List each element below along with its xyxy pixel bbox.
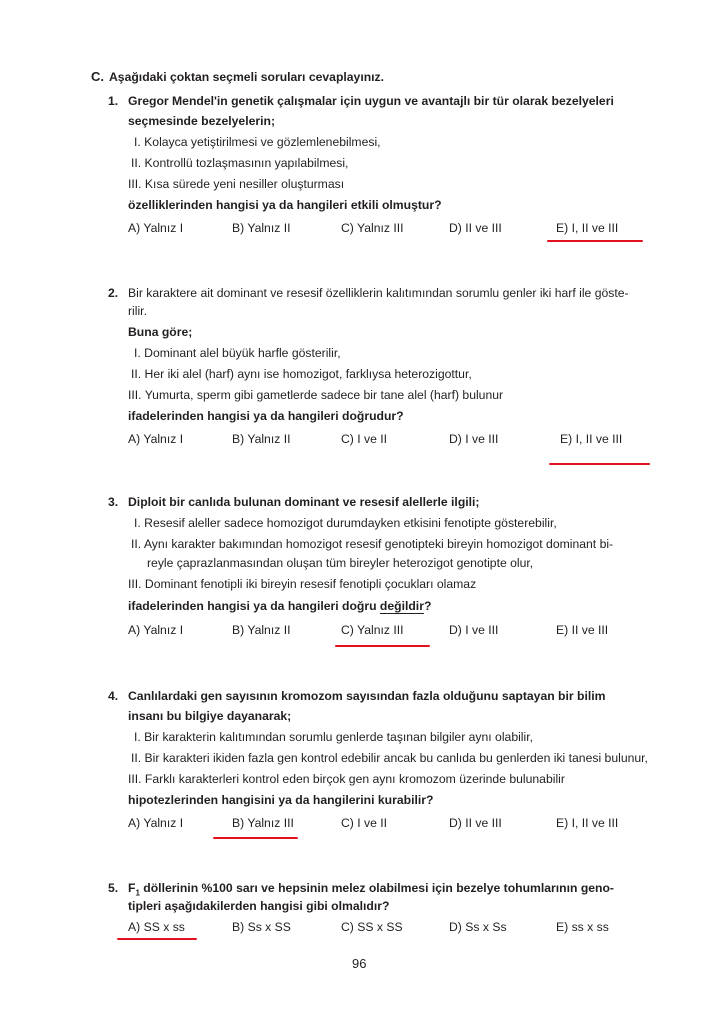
q2-option-d[interactable]: D) I ve III — [449, 432, 499, 446]
q5-stem-f: F — [128, 881, 136, 895]
q1-number: 1. — [108, 94, 119, 108]
q4-item-1: I. Bir karakterin kalıtımından sorumlu genlerde taşınan bilgiler aynı olabilir, — [134, 730, 533, 744]
q3-item-2-line-2: reyle çaprazlanmasından oluşan tüm bireyler heterozigot genotipte olur, — [147, 556, 534, 570]
q3-option-b[interactable]: B) Yalnız II — [232, 623, 291, 637]
q3-option-d[interactable]: D) I ve III — [449, 623, 499, 637]
q1-option-a[interactable]: A) Yalnız I — [128, 221, 184, 235]
q3-question-negation: değildir — [379, 599, 424, 613]
q5-option-e[interactable]: E) ss x ss — [556, 920, 609, 934]
q5-stem-line-1 — [128, 881, 614, 900]
page-number: 96 — [352, 956, 367, 971]
q4-item-2: II. Bir karakteri ikiden fazla gen kontrol edebilir ancak bu canlıda bu genlerden iki tanesi bulunur, — [131, 751, 648, 765]
q2-stem-line-1: Bir karaktere ait dominant ve resesif özelliklerin kalıtımından sorumlu genler iki harf ile göste- — [128, 286, 629, 300]
q2-question: ifadelerinden hangisi ya da hangileri doğrudur? — [128, 409, 404, 423]
q1-option-d[interactable]: D) II ve III — [449, 221, 502, 235]
q5-stem-line-2: tipleri aşağıdakilerden hangisi gibi olmalıdır? — [128, 899, 390, 913]
q1-option-b[interactable]: B) Yalnız II — [232, 221, 291, 235]
q5-option-c[interactable]: C) SS x SS — [341, 920, 403, 934]
q4-option-b[interactable]: B) Yalnız III — [232, 816, 294, 830]
q3-option-a[interactable]: A) Yalnız I — [128, 623, 184, 637]
q3-stem: Diploit bir canlıda bulunan dominant ve resesif alellerle ilgili; — [128, 495, 480, 509]
q1-question: özelliklerinden hangisi ya da hangileri etkili olmuştur? — [128, 198, 442, 212]
q1-option-e[interactable]: E) I, II ve III — [556, 221, 619, 235]
q4-item-3: III. Farklı karakterleri kontrol eden birçok gen aynı kromozom üzerinde bulunabilir — [128, 772, 565, 786]
q4-option-a[interactable]: A) Yalnız I — [128, 816, 184, 830]
q4-question: hipotezlerinden hangisini ya da hangilerini kurabilir? — [128, 793, 434, 807]
q2-option-e[interactable]: E) I, II ve III — [560, 432, 623, 446]
q5-stem-rest: döllerinin %100 sarı ve hepsinin melez olabilmesi için bezelye tohumlarının geno- — [139, 881, 614, 895]
section-title: Aşağıdaki çoktan seçmeli soruları cevaplayınız. — [109, 70, 385, 84]
q1-item-2: II. Kontrollü tozlaşmasının yapılabilmesi, — [131, 156, 349, 170]
q3-item-2-line-1: II. Aynı karakter bakımından homozigot resesif genotipteki bireyin homozigot dominant bi- — [131, 537, 614, 551]
q2-lead: Buna göre; — [128, 325, 193, 339]
q3-question — [128, 599, 431, 614]
q5-option-a[interactable]: A) SS x ss — [128, 920, 185, 934]
q4-number: 4. — [108, 689, 119, 703]
q3-option-e[interactable]: E) II ve III — [556, 623, 609, 637]
q3-item-1: I. Resesif aleller sadece homozigot durumdayken etkisini fenotipte gösterebilir, — [134, 516, 557, 530]
q4-answer-mark — [213, 837, 298, 839]
q5-option-d[interactable]: D) Ss x Ss — [449, 920, 507, 934]
q1-item-3: III. Kısa sürede yeni nesiller oluşturması — [128, 177, 345, 191]
q1-item-1: I. Kolayca yetiştirilmesi ve gözlemlenebilmesi, — [134, 135, 381, 149]
q2-item-2: II. Her iki alel (harf) aynı ise homozigot, farklıysa heterozigottur, — [131, 367, 472, 381]
q5-stem-subscript: 1 — [135, 888, 140, 898]
q4-stem-line-1: Canlılardaki gen sayısının kromozom sayısından fazla olduğunu saptayan bir bilim — [128, 689, 606, 703]
q5-option-b[interactable]: B) Ss x SS — [232, 920, 291, 934]
q4-option-e[interactable]: E) I, II ve III — [556, 816, 619, 830]
q2-stem-line-2: rilir. — [128, 304, 147, 318]
q1-stem-line-2: seçmesinde bezelyelerin; — [128, 114, 275, 128]
q4-option-c[interactable]: C) I ve II — [341, 816, 388, 830]
q3-number: 3. — [108, 495, 119, 509]
q1-answer-mark — [547, 240, 643, 242]
q2-number: 2. — [108, 286, 119, 300]
q4-stem-line-2: insanı bu bilgiye dayanarak; — [128, 709, 292, 723]
q5-answer-mark — [117, 938, 197, 940]
q2-item-3: III. Yumurta, sperm gibi gametlerde sadece bir tane alel (harf) bulunur — [128, 388, 504, 402]
section-letter: C. — [91, 69, 104, 84]
q4-option-d[interactable]: D) II ve III — [449, 816, 502, 830]
q3-question-pre: ifadelerinden hangisi ya da hangileri doğru — [128, 599, 380, 613]
q2-item-1: I. Dominant alel büyük harfle gösterilir, — [134, 346, 341, 360]
q3-question-post: ? — [423, 599, 432, 613]
q2-option-b[interactable]: B) Yalnız II — [232, 432, 291, 446]
q5-number: 5. — [108, 881, 119, 895]
q2-option-c[interactable]: C) I ve II — [341, 432, 388, 446]
q3-option-c[interactable]: C) Yalnız III — [341, 623, 404, 637]
q2-option-a[interactable]: A) Yalnız I — [128, 432, 184, 446]
q1-option-c[interactable]: C) Yalnız III — [341, 221, 404, 235]
q1-stem-line-1: Gregor Mendel'in genetik çalışmalar için uygun ve avantajlı bir tür olarak bezelyeleri — [128, 94, 614, 108]
q2-answer-mark — [549, 463, 650, 465]
q3-item-3: III. Dominant fenotipli iki bireyin resesif fenotipli çocukları olamaz — [128, 577, 477, 591]
q3-answer-mark — [335, 645, 430, 647]
